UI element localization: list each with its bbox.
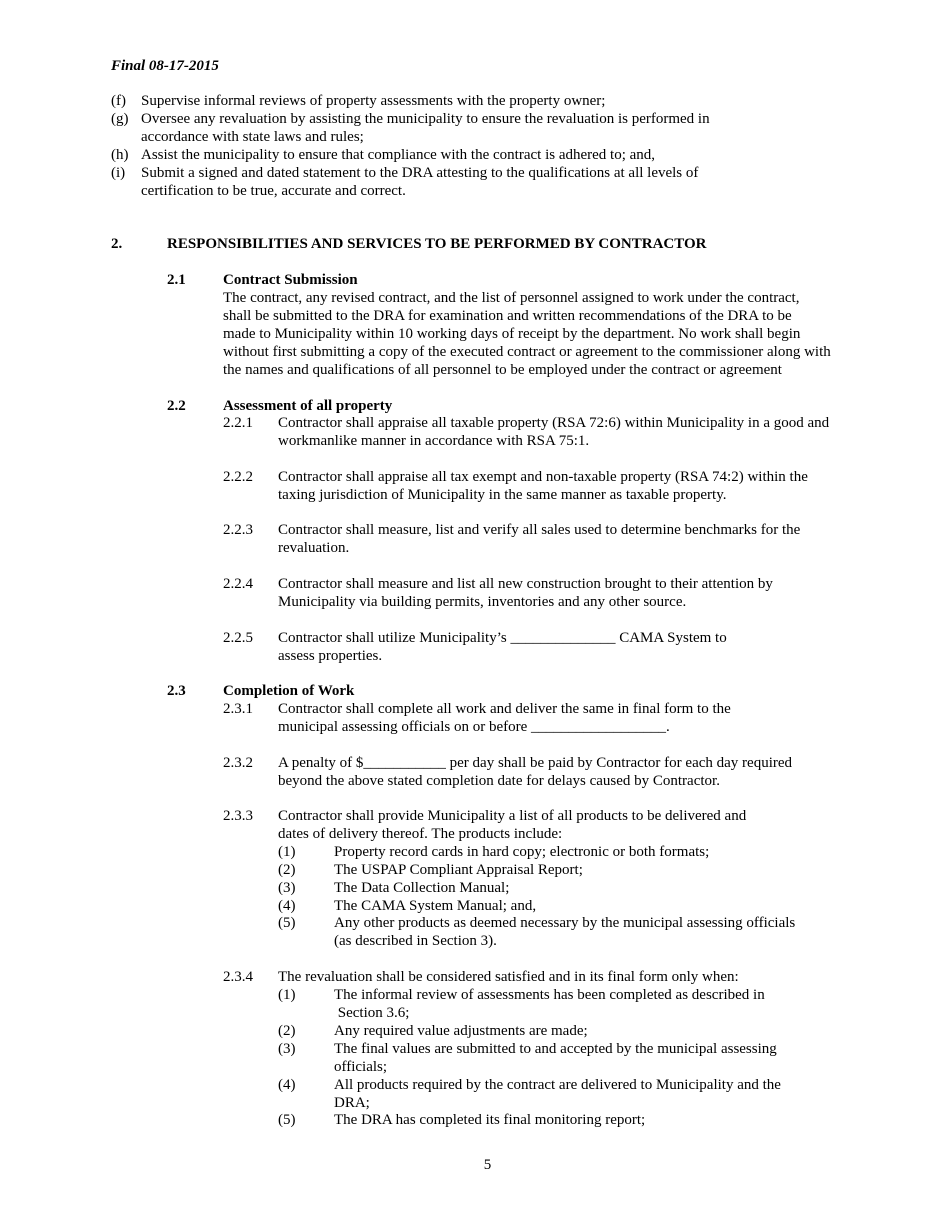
- clause-text: workmanlike manner in accordance with RSA 75:1.: [278, 433, 590, 449]
- product-text: The USPAP Compliant Appraisal Report;: [334, 862, 583, 878]
- list-item-text: Oversee any revaluation by assisting the municipality to ensure the revaluation is performed in: [141, 111, 710, 127]
- clause-number: 2.2.1: [223, 415, 253, 431]
- list-item-text: Submit a signed and dated statement to the DRA attesting to the qualifications at all levels of: [141, 165, 699, 181]
- list-item-text: Assist the municipality to ensure that compliance with the contract is adhered to; and,: [141, 147, 656, 163]
- clause-text: A penalty of $___________ per day shall be paid by Contractor for each day required: [278, 755, 793, 771]
- subsection-title: Completion of Work: [223, 683, 355, 699]
- clause-text: Contractor shall complete all work and deliver the same in final form to the: [278, 701, 731, 717]
- clause-text: Contractor shall measure, list and verify all sales used to determine benchmarks for the: [278, 522, 801, 538]
- condition-label: (2): [278, 1023, 296, 1039]
- product-label: (4): [278, 898, 296, 914]
- subsection-number: 2.1: [167, 272, 186, 288]
- document-header-date: Final 08-17-2015: [111, 58, 219, 74]
- clause-number: 2.2.2: [223, 469, 253, 485]
- clause-number: 2.2.4: [223, 576, 253, 592]
- paragraph-line: The contract, any revised contract, and the list of personnel assigned to work under the contract,: [223, 290, 800, 306]
- clause-text: dates of delivery thereof. The products include:: [278, 826, 563, 842]
- condition-text: officials;: [334, 1059, 388, 1075]
- subsection-number: 2.2: [167, 398, 186, 414]
- clause-text: assess properties.: [278, 648, 383, 664]
- list-item-text: certification to be true, accurate and correct.: [141, 183, 406, 199]
- product-text: The CAMA System Manual; and,: [334, 898, 537, 914]
- list-item-text: Supervise informal reviews of property assessments with the property owner;: [141, 93, 606, 109]
- list-label: (f): [111, 93, 126, 109]
- list-label: (i): [111, 165, 126, 181]
- product-text: (as described in Section 3).: [334, 933, 497, 949]
- condition-text: Any required value adjustments are made;: [334, 1023, 588, 1039]
- subsection-title: Assessment of all property: [223, 398, 393, 414]
- clause-text: Contractor shall appraise all taxable property (RSA 72:6) within Municipality in a good and: [278, 415, 830, 431]
- paragraph-line: shall be submitted to the DRA for examination and written recommendations of the DRA to be: [223, 308, 792, 324]
- clause-text: Contractor shall measure and list all new construction brought to their attention by: [278, 576, 773, 592]
- clause-text: Contractor shall appraise all tax exempt and non-taxable property (RSA 74:2) within the: [278, 469, 808, 485]
- paragraph-line: without first submitting a copy of the executed contract or agreement to the commissioner along with: [223, 344, 831, 360]
- clause-text: revaluation.: [278, 540, 350, 556]
- condition-label: (3): [278, 1041, 296, 1057]
- clause-text: taxing jurisdiction of Municipality in the same manner as taxable property.: [278, 487, 727, 503]
- product-label: (1): [278, 844, 296, 860]
- clause-number: 2.3.1: [223, 701, 253, 717]
- condition-label: (5): [278, 1112, 296, 1128]
- list-item-text: accordance with state laws and rules;: [141, 129, 364, 145]
- product-text: The Data Collection Manual;: [334, 880, 510, 896]
- condition-label: (4): [278, 1077, 296, 1093]
- subsection-number: 2.3: [167, 683, 186, 699]
- subsection-title: Contract Submission: [223, 272, 358, 288]
- clause-text: Contractor shall provide Municipality a list of all products to be delivered and: [278, 808, 747, 824]
- clause-number: 2.2.5: [223, 630, 253, 646]
- clause-text: The revaluation shall be considered satisfied and in its final form only when:: [278, 969, 739, 985]
- product-text: Any other products as deemed necessary by the municipal assessing officials: [334, 915, 796, 931]
- condition-text: DRA;: [334, 1095, 370, 1111]
- condition-text: All products required by the contract are delivered to Municipality and the: [334, 1077, 781, 1093]
- condition-label: (1): [278, 987, 296, 1003]
- condition-text: The final values are submitted to and accepted by the municipal assessing: [334, 1041, 777, 1057]
- list-label: (g): [111, 111, 129, 127]
- condition-text: Section 3.6;: [334, 1005, 410, 1021]
- clause-number: 2.2.3: [223, 522, 253, 538]
- section-title: RESPONSIBILITIES AND SERVICES TO BE PERFORMED BY CONTRACTOR: [167, 236, 707, 252]
- clause-text: Municipality via building permits, inventories and any other source.: [278, 594, 687, 610]
- clause-text: municipal assessing officials on or before __________________.: [278, 719, 670, 735]
- clause-text: beyond the above stated completion date for delays caused by Contractor.: [278, 773, 720, 789]
- clause-number: 2.3.3: [223, 808, 253, 824]
- paragraph-line: the names and qualifications of all personnel to be employed under the contract or agreement: [223, 362, 782, 378]
- condition-text: The DRA has completed its final monitoring report;: [334, 1112, 646, 1128]
- product-label: (5): [278, 915, 296, 931]
- list-label: (h): [111, 147, 129, 163]
- paragraph-line: made to Municipality within 10 working days of receipt by the department. No work shall begin: [223, 326, 801, 342]
- condition-text: The informal review of assessments has been completed as described in: [334, 987, 765, 1003]
- section-number: 2.: [111, 236, 123, 252]
- product-label: (3): [278, 880, 296, 896]
- clause-text: Contractor shall utilize Municipality’s ______________ CAMA System to: [278, 630, 727, 646]
- clause-number: 2.3.4: [223, 969, 253, 985]
- product-text: Property record cards in hard copy; electronic or both formats;: [334, 844, 710, 860]
- page-number: 5: [483, 1157, 492, 1173]
- product-label: (2): [278, 862, 296, 878]
- clause-number: 2.3.2: [223, 755, 253, 771]
